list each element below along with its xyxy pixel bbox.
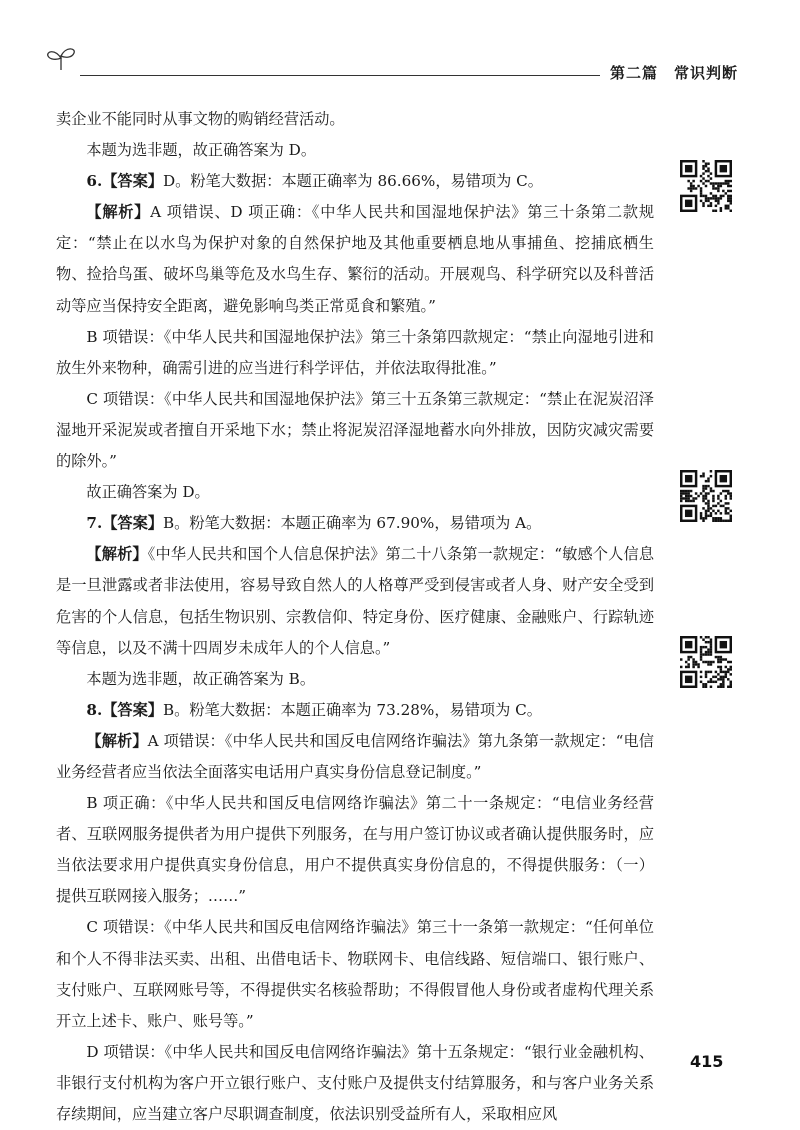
answer-explanations <box>56 104 654 1130</box>
paragraph <box>56 695 654 726</box>
paragraph-text: D 项错误：《中华人民共和国反电信网络诈骗法》第十五条规定：“银行业金融机构、非银行支付机构为客户开立银行账户、支付账户及提供支付结算服务，和与客户业务关系存续期间，应当建立客户尽职调查制度，依法识别受益所有人，采取相应风 <box>56 1042 654 1123</box>
qr-code-q6[interactable] <box>680 160 732 212</box>
header-divider <box>80 75 600 76</box>
paragraph-text: 本题为选非题，故正确答案为 D。 <box>86 141 317 160</box>
answer-tag: 8.【答案】 <box>86 700 163 719</box>
paragraph-text: 故正确答案为 D。 <box>86 483 210 502</box>
paragraph <box>56 539 654 663</box>
paragraph <box>56 1037 654 1130</box>
sprout-logo-icon <box>44 44 78 72</box>
paragraph-text: A 项错误、D 项正确：《中华人民共和国湿地保护法》第三十条第二款规定：“禁止在以水鸟为保护对象的自然保护地及其他重要栖息地从事捕鱼、挖捕底栖生物、捡拾鸟蛋、破坏鸟巢等危及水鸟生存、繁衍的活动。开展观鸟、科学研究以及科普活动等应当保持安全距离，避免影响鸟类正常觅食和繁殖。” <box>56 203 655 315</box>
paragraph-text: B 项错误：《中华人民共和国湿地保护法》第三十条第四款规定：“禁止向湿地引进和放生外来物种，确需引进的应当进行科学评估，并依法取得批准。” <box>56 327 654 377</box>
paragraph <box>56 508 654 539</box>
paragraph <box>56 664 654 695</box>
paragraph <box>56 166 654 197</box>
paragraph-text: D。粉笔大数据：本题正确率为 86.66%，易错项为 C。 <box>163 172 543 191</box>
answer-tag: 6.【答案】 <box>86 172 163 191</box>
answer-tag: 【解析】 <box>86 203 151 222</box>
paragraph-text: B。粉笔大数据：本题正确率为 67.90%，易错项为 A。 <box>163 514 542 533</box>
paragraph-text: 《中华人民共和国个人信息保护法》第二十八条第一款规定：“敏感个人信息是一旦泄露或者非法使用，容易导致自然人的人格尊严受到侵害或者人身、财产安全受到危害的个人信息，包括生物识别、宗教信仰、特定身份、医疗健康、金融账户、行踪轨迹等信息，以及不满十四周岁未成年人的个人信息。” <box>56 545 655 657</box>
paragraph <box>56 477 654 508</box>
page-number: 415 <box>690 1052 724 1071</box>
paragraph <box>56 135 654 166</box>
paragraph <box>56 726 654 788</box>
paragraph <box>56 788 654 912</box>
paragraph <box>56 912 654 1036</box>
paragraph-text: B。粉笔大数据：本题正确率为 73.28%，易错项为 C。 <box>163 700 542 719</box>
paragraph-text: C 项错误：《中华人民共和国反电信网络诈骗法》第三十一条第一款规定：“任何单位和个人不得非法买卖、出租、出借电话卡、物联网卡、电信线路、短信端口、银行账户、支付账户、互联网账号等，不得提供实名核验帮助；不得假冒他人身份或者虚构代理关系开立上述卡、账户、账号等。” <box>56 918 654 1030</box>
answer-tag: 7.【答案】 <box>86 514 163 533</box>
paragraph-text: 本题为选非题，故正确答案为 B。 <box>86 669 316 688</box>
answer-tag: 【解析】 <box>86 545 148 564</box>
paragraph-text: B 项正确：《中华人民共和国反电信网络诈骗法》第二十一条规定：“电信业务经营者、互联网服务提供者为用户提供下列服务，在与用户签订协议或者确认提供服务时，应当依法要求用户提供真实身份信息，用户不提供真实身份信息的，不得提供服务：（一）提供互联网接入服务；……” <box>56 794 654 906</box>
paragraph <box>56 104 654 135</box>
qr-code-q7[interactable] <box>680 470 732 522</box>
paragraph <box>56 384 654 477</box>
paragraph-text: 卖企业不能同时从事文物的购销经营活动。 <box>56 110 345 128</box>
section-title: 第二篇 常识判断 <box>610 64 739 82</box>
paragraph <box>56 197 654 321</box>
qr-code-q8[interactable] <box>680 636 732 688</box>
answer-tag: 【解析】 <box>86 731 148 750</box>
paragraph-text: C 项错误：《中华人民共和国湿地保护法》第三十五条第三款规定：“禁止在泥炭沼泽湿地开采泥炭或者擅自开采地下水；禁止将泥炭沼泽湿地蓄水向外排放，因防灾减灾需要的除外。” <box>56 389 654 471</box>
paragraph-text: A 项错误：《中华人民共和国反电信网络诈骗法》第九条第一款规定：“电信业务经营者应当依法全面落实电话用户真实身份信息登记制度。” <box>56 731 654 781</box>
paragraph <box>56 322 654 384</box>
